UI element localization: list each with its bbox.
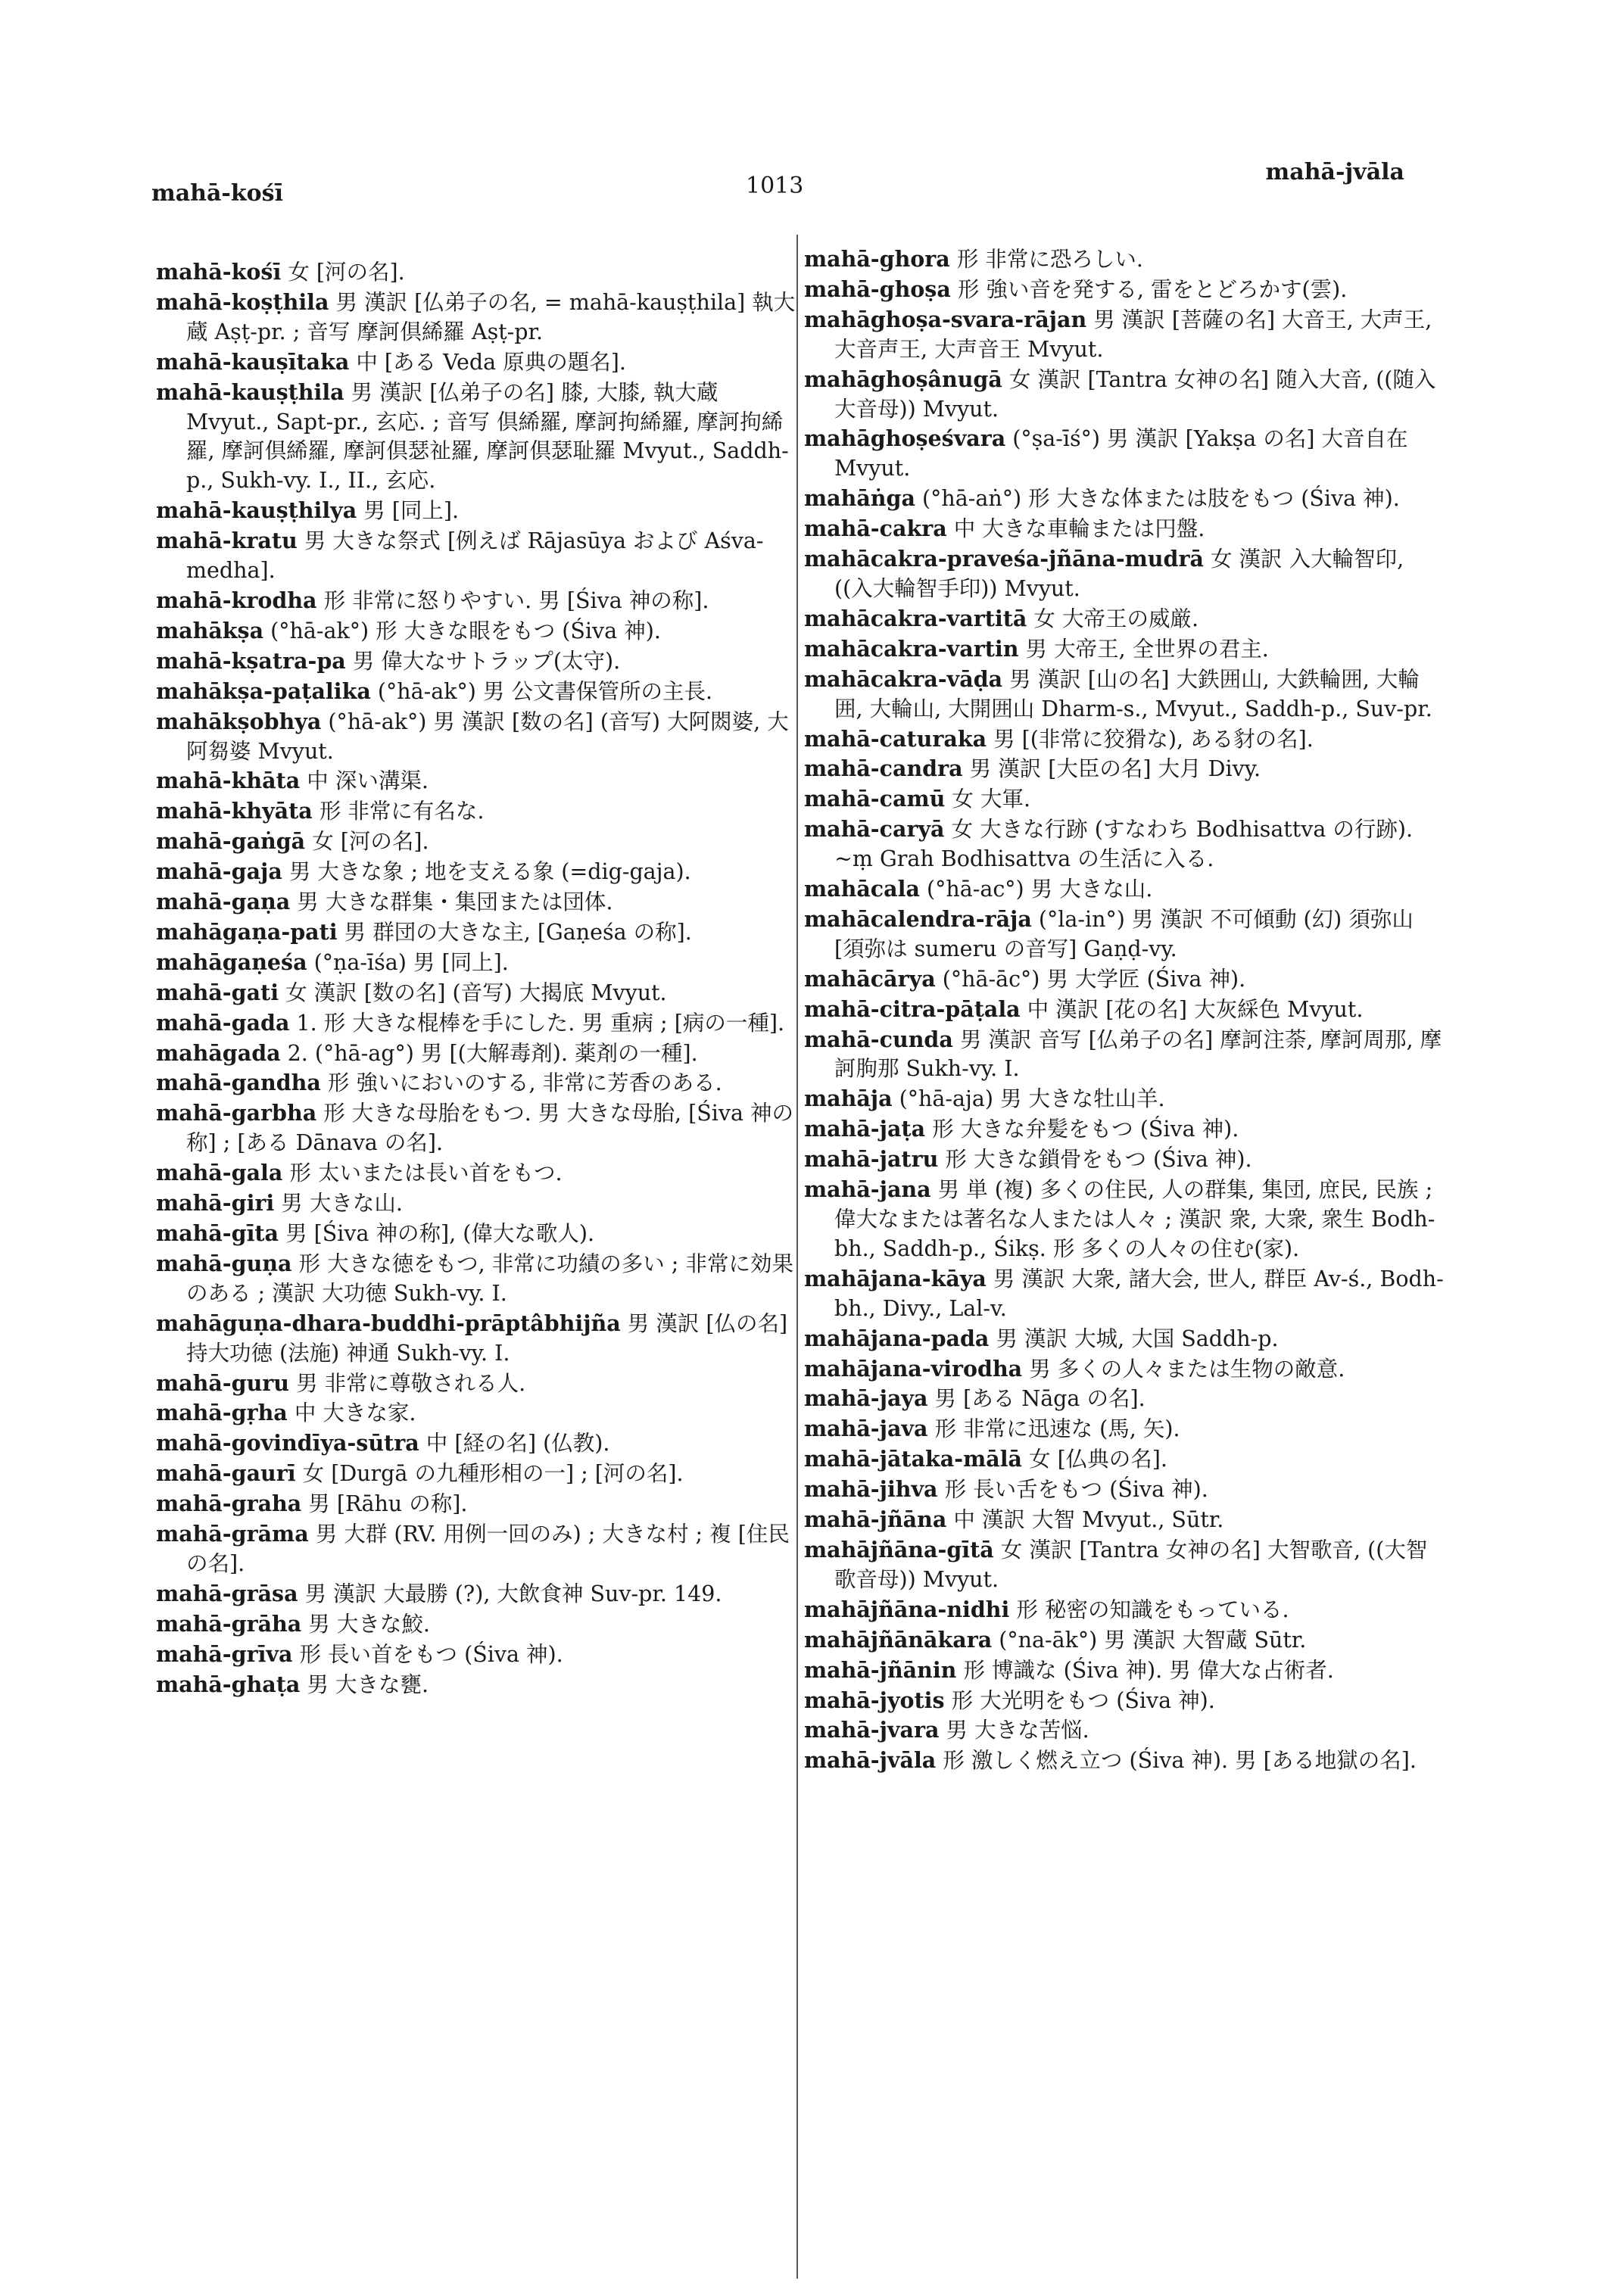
dictionary-entry xyxy=(804,964,1448,995)
page-number: 1013 xyxy=(746,173,804,199)
entry-headword: mahā-kratu xyxy=(156,528,298,554)
entry-definition: 中 大きな車輪または円盤. xyxy=(946,516,1205,542)
dictionary-entry xyxy=(156,857,796,887)
entry-headword: mahā-gaṅgā xyxy=(156,828,306,855)
dictionary-entry xyxy=(156,1428,796,1459)
entry-definition: 形 大きな母胎をもつ. 男 大きな母胎, [Śiva 神の称] ; [ある Dānava の名]. xyxy=(186,1101,793,1156)
entry-definition: 女 漢訳 入大輪智印, ((入大輪智手印)) Mvyut. xyxy=(834,547,1404,601)
column-divider xyxy=(796,235,798,2279)
dictionary-entry xyxy=(156,1579,796,1609)
entry-definition: 中 漢訳 [花の名] 大灰綵色 Mvyut. xyxy=(1020,996,1364,1022)
dictionary-entry xyxy=(804,905,1448,964)
dictionary-entry xyxy=(804,1475,1448,1505)
entry-definition: 形 非常に迅速な (馬, 矢). xyxy=(927,1416,1180,1442)
dictionary-entry xyxy=(804,815,1448,874)
entry-definition: 男 漢訳 大最勝 (?), 大飲食神 Suv-pr. 149. xyxy=(298,1581,722,1606)
entry-definition: 形 大きな鎖骨をもつ (Śiva 神). xyxy=(938,1147,1252,1173)
entry-headword: mahā-gaurī xyxy=(156,1460,296,1487)
entry-headword: mahā-jana xyxy=(804,1176,931,1203)
entry-definition: 男 [同上]. xyxy=(357,498,460,524)
entry-definition: 男 [(非常に狡猾な), ある豺の名]. xyxy=(987,726,1314,752)
entry-headword: mahā-gala xyxy=(156,1160,283,1186)
entry-definition: (°hā-āc°) 男 大学匠 (Śiva 神). xyxy=(935,966,1246,992)
entry-headword: mahā-camū xyxy=(804,786,946,812)
entry-definition: (°hā-aja) 男 大きな牡山羊. xyxy=(892,1086,1165,1112)
dictionary-entry xyxy=(804,245,1448,275)
entry-definition: 形 強いにおいのする, 非常に芳香のある. xyxy=(320,1070,722,1096)
entry-definition: 男 漢訳 [仏の名] 持大功徳 (法施) 神通 Sukh-vy. I. xyxy=(186,1310,788,1366)
entry-definition: 男 多くの人々または生物の敵意. xyxy=(1022,1356,1345,1382)
dictionary-entry xyxy=(156,918,796,948)
dictionary-entry xyxy=(804,1114,1448,1145)
entry-definition: 形 長い舌をもつ (Śiva 神). xyxy=(937,1477,1208,1503)
entry-definition: 1. 形 大きな棍棒を手にした. 男 重病 ; [病の一種]. xyxy=(289,1010,785,1036)
dictionary-entry xyxy=(156,1249,796,1309)
entry-definition: (°ṇa-īśa) 男 [同上]. xyxy=(307,949,509,975)
entry-headword: mahā-jvāla xyxy=(804,1747,937,1774)
dictionary-entry xyxy=(804,874,1448,905)
dictionary-entry xyxy=(156,948,796,978)
dictionary-entry xyxy=(804,724,1448,755)
entry-headword: mahā-candra xyxy=(804,756,963,782)
dictionary-entry xyxy=(804,1535,1448,1595)
entry-headword: mahā-giri xyxy=(156,1190,275,1217)
entry-headword: mahācakra-vāḍa xyxy=(804,665,1003,692)
entry-definition: 男 漢訳 [山の名] 大鉄囲山, 大鉄輪囲, 大輪囲, 大輪山, 大開囲山 Dharm-s., Mvyut., Saddh-p., Suv-pr. xyxy=(834,666,1432,721)
entry-headword: mahā-ghora xyxy=(804,246,950,272)
entry-headword: mahā-cunda xyxy=(804,1026,953,1052)
entry-definition: (°hā-ak°) 男 漢訳 [数の名] (音写) 大阿閦婆, 大阿芻婆 Mvyut. xyxy=(186,709,789,764)
entry-headword: mahājana-virodha xyxy=(804,1355,1023,1382)
entry-definition: 男 [Rāhu の称]. xyxy=(301,1491,468,1517)
entry-headword: mahā-gati xyxy=(156,979,279,1005)
dictionary-entry xyxy=(156,827,796,857)
dictionary-entry xyxy=(804,1145,1448,1175)
entry-definition: 男 漢訳 音写 [仏弟子の名] 摩訶注荼, 摩訶周那, 摩訶朐那 Sukh-vy. I. xyxy=(834,1027,1442,1082)
entry-headword: mahā-garbha xyxy=(156,1100,317,1126)
entry-definition: 男 [Śiva 神の称], (偉大な歌人). xyxy=(279,1221,595,1246)
entry-headword: mahācakra-vartin xyxy=(804,635,1019,662)
entry-definition: 女 漢訳 [Tantra 女神の名] 随入大音, ((随入大音母)) Mvyut. xyxy=(834,366,1436,422)
entry-headword: mahācalendra-rāja xyxy=(804,905,1032,932)
dictionary-entry xyxy=(156,978,796,1008)
dictionary-entry xyxy=(156,1640,796,1670)
entry-headword: mahā-java xyxy=(804,1416,928,1442)
entry-definition: 男 群団の大きな主, [Gaṇeśa の称]. xyxy=(337,919,692,945)
entry-headword: mahā-koṣṭhila xyxy=(156,288,329,315)
dictionary-entry xyxy=(804,665,1448,724)
entry-definition: (°hā-ac°) 男 大きな山. xyxy=(919,877,1153,902)
entry-headword: mahā-jātaka-mālā xyxy=(804,1446,1023,1472)
entry-definition: 形 非常に恐ろしい. xyxy=(949,247,1143,272)
dictionary-entry xyxy=(804,1354,1448,1385)
dictionary-entry xyxy=(156,766,796,796)
entry-headword: mahācala xyxy=(804,876,920,902)
entry-headword: mahā-jatru xyxy=(804,1146,939,1173)
entry-headword: mahā-cakra xyxy=(804,516,947,542)
entry-headword: mahā-kṣatra-pa xyxy=(156,647,346,674)
dictionary-entry xyxy=(156,347,796,378)
entry-headword: mahāguṇa-dhara-buddhi-prāptâbhijña xyxy=(156,1310,621,1336)
entry-headword: mahā-ghoṣa xyxy=(804,276,951,302)
entry-headword: mahā-guru xyxy=(156,1369,290,1396)
entry-headword: mahājñāna-nidhi xyxy=(804,1596,1010,1622)
entry-definition: 男 大きな象 ; 地を支える象 (=dig-gaja). xyxy=(282,859,691,885)
entry-definition: 女 大軍. xyxy=(945,787,1031,812)
entry-definition: 女 大きな行跡 (すなわち Bodhisattva の行跡). ~ṃ Grah Bodhisattva の生活に入る. xyxy=(834,817,1414,872)
entry-definition: 男 漢訳 [仏弟子の名] 膝, 大膝, 執大蔵 Mvyut., Sapt-pr., 玄応. ; 音写 倶絺羅, 摩訶拘絺羅, 摩訶拘絺羅, 摩訶倶絺羅, 摩訶倶瑟祉羅, 摩訶倶瑟耻羅 Mvyut., Saddh-p., Sukh-vy. I., II., 玄応. xyxy=(186,379,789,494)
dictionary-entry xyxy=(804,754,1448,784)
entry-definition: 女 漢訳 [Tantra 女神の名] 大智歌音, ((大智歌音母)) Mvyut. xyxy=(834,1537,1428,1592)
entry-headword: mahā-krodha xyxy=(156,587,317,613)
entry-headword: mahā-khāta xyxy=(156,768,301,794)
entry-definition: 形 非常に怒りやすい. 男 [Śiva 神の称]. xyxy=(316,587,709,613)
entry-definition: 形 秘密の知識をもっている. xyxy=(1009,1597,1289,1622)
entry-headword: mahāṅga xyxy=(804,485,915,512)
dictionary-entry xyxy=(156,646,796,677)
entry-headword: mahā-jihva xyxy=(804,1476,938,1503)
dictionary-entry xyxy=(156,586,796,616)
entry-headword: mahā-grāha xyxy=(156,1610,302,1637)
entry-definition: (°hā-ak°) 男 公文書保管所の主長. xyxy=(370,678,713,704)
entry-definition: (°hā-ak°) 形 大きな眼をもつ (Śiva 神). xyxy=(263,618,661,643)
entry-definition: 男 大きな群集・集団または団体. xyxy=(290,889,613,915)
entry-definition: 形 大きな弁髪をもつ (Śiva 神). xyxy=(925,1117,1239,1142)
dictionary-entry xyxy=(804,1444,1448,1475)
entry-definition: (°hā-aṅ°) 形 大きな体または肢をもつ (Śiva 神). xyxy=(915,486,1400,512)
entry-definition: 男 大帝王, 全世界の君主. xyxy=(1018,636,1269,662)
dictionary-entry xyxy=(804,305,1448,365)
entry-definition: 形 太いまたは長い首をもつ. xyxy=(282,1161,563,1186)
entry-definition: 男 漢訳 [菩薩の名] 大音王, 大声王, 大音声王, 大声音王 Mvyut. xyxy=(834,307,1432,362)
entry-headword: mahācakra-praveśa-jñāna-mudrā xyxy=(804,546,1204,572)
entry-headword: mahājana-kāya xyxy=(804,1265,987,1291)
entry-headword: mahā-gada xyxy=(156,1009,290,1036)
entry-definition: 女 [河の名]. xyxy=(281,260,405,285)
dictionary-entry xyxy=(804,1746,1448,1776)
entry-definition: 形 激しく燃え立つ (Śiva 神). 男 [ある地獄の名]. xyxy=(936,1748,1417,1774)
entry-definition: 女 [河の名]. xyxy=(305,829,429,855)
entry-headword: mahāghoṣeśvara xyxy=(804,425,1006,452)
entry-headword: mahāghoṣa-svara-rājan xyxy=(804,306,1087,332)
entry-definition: 形 長い首をもつ (Śiva 神). xyxy=(292,1641,563,1667)
dictionary-entry xyxy=(804,484,1448,514)
left-column xyxy=(156,257,796,1700)
entry-definition: 2. (°hā-ag°) 男 [(大解毒剤). 薬剤の一種]. xyxy=(280,1040,698,1066)
entry-headword: mahājana-pada xyxy=(804,1325,990,1351)
entry-headword: mahā-grīva xyxy=(156,1640,293,1667)
dictionary-entry xyxy=(156,1398,796,1428)
entry-definition: 中 深い溝渠. xyxy=(300,768,429,794)
entry-definition: 男 大きな山. xyxy=(274,1191,403,1217)
dictionary-entry xyxy=(804,1084,1448,1114)
entry-definition: (°ṣa-īś°) 男 漢訳 [Yakṣa の名] 大音自在 Mvyut. xyxy=(834,426,1408,481)
dictionary-entry xyxy=(156,887,796,918)
entry-definition: 形 大光明をもつ (Śiva 神). xyxy=(944,1687,1215,1713)
entry-definition: 男 単 (複) 多くの住民, 人の群集, 集団, 庶民, 民族 ; 偉大なまたは著名な人または人々 ; 漢訳 衆, 大衆, 衆生 Bodh-bh., Saddh-p., Śikṣ. 形 多くの人々の住む(家). xyxy=(834,1177,1435,1261)
dictionary-entry xyxy=(804,1505,1448,1535)
entry-headword: mahājñāna-gītā xyxy=(804,1536,994,1562)
entry-definition: 中 [ある Veda 原典の題名]. xyxy=(349,349,626,375)
entry-definition: 男 大群 (RV. 用例一回のみ) ; 大きな村 ; 複 [住民の名]. xyxy=(186,1522,790,1576)
entry-headword: mahājñānākara xyxy=(804,1626,993,1653)
entry-definition: 男 漢訳 [大臣の名] 大月 Divy. xyxy=(962,756,1261,782)
dictionary-entry xyxy=(156,677,796,707)
dictionary-entry xyxy=(804,1625,1448,1656)
entry-headword: mahā-govindīya-sūtra xyxy=(156,1430,419,1456)
entry-definition: (°la-in°) 男 漢訳 不可傾動 (幻) 須弥山 [須弥は sumeru の音写] Gaṇḍ-vy. xyxy=(834,906,1414,961)
entry-headword: mahā-jyotis xyxy=(804,1687,945,1713)
entry-headword: mahā-jñānin xyxy=(804,1656,957,1683)
entry-headword: mahāgada xyxy=(156,1039,281,1066)
entry-headword: mahā-khyāta xyxy=(156,798,313,824)
entry-headword: mahāja xyxy=(804,1086,893,1112)
entry-headword: mahā-kośī xyxy=(156,259,282,285)
dictionary-entry xyxy=(156,496,796,526)
entry-headword: mahā-kauṣṭhilya xyxy=(156,497,357,524)
dictionary-entry xyxy=(156,616,796,646)
dictionary-entry xyxy=(156,1609,796,1640)
entry-headword: mahā-gṛha xyxy=(156,1400,288,1426)
dictionary-entry xyxy=(804,544,1448,604)
entry-headword: mahā-jaya xyxy=(804,1385,928,1412)
entry-definition: 形 非常に有名な. xyxy=(312,799,485,824)
dictionary-entry xyxy=(156,257,796,288)
dictionary-entry xyxy=(156,707,796,767)
dictionary-entry xyxy=(156,1008,796,1039)
entry-headword: mahākṣa xyxy=(156,617,264,643)
dictionary-entry xyxy=(804,1595,1448,1625)
dictionary-entry xyxy=(804,995,1448,1025)
dictionary-entry xyxy=(804,1414,1448,1444)
dictionary-entry xyxy=(804,1686,1448,1716)
entry-headword: mahācārya xyxy=(804,965,936,992)
entry-headword: mahāghoṣânugā xyxy=(804,366,1002,392)
entry-definition: 中 [経の名] (仏教). xyxy=(419,1431,610,1456)
entry-headword: mahā-caryā xyxy=(804,816,945,843)
entry-headword: mahā-gaja xyxy=(156,858,282,885)
dictionary-entry xyxy=(804,1324,1448,1354)
dictionary-entry xyxy=(156,1189,796,1219)
entry-definition: 形 大きな徳をもつ, 非常に功績の多い ; 非常に効果のある ; 漢訳 大功徳 Sukh-vy. I. xyxy=(186,1251,793,1306)
entry-definition: 男 漢訳 大衆, 諸大会, 世人, 群臣 Av-ś., Bodh-bh., Divy., Lal-v. xyxy=(834,1266,1444,1321)
entry-definition: (°na-āk°) 男 漢訳 大智蔵 Sūtr. xyxy=(992,1627,1307,1653)
entry-definition: 男 漢訳 大城, 大国 Saddh-p. xyxy=(989,1326,1279,1351)
entry-definition: 女 漢訳 [数の名] (音写) 大揭底 Mvyut. xyxy=(279,980,667,1005)
entry-definition: 形 博識な (Śiva 神). 男 偉大な占術者. xyxy=(956,1657,1334,1683)
entry-definition: 男 非常に尊敬される人. xyxy=(289,1370,526,1396)
entry-definition: 男 大きな苦悩. xyxy=(939,1718,1089,1743)
dictionary-entry xyxy=(156,1519,796,1579)
right-guide-word: mahā-jvāla xyxy=(1265,159,1404,185)
dictionary-entry xyxy=(156,1309,796,1369)
entry-definition: 形 強い音を発する, 雷をとどろかす(雲). xyxy=(950,276,1348,302)
dictionary-entry xyxy=(804,275,1448,305)
entry-headword: mahā-guṇa xyxy=(156,1250,292,1276)
entry-headword: mahā-jvara xyxy=(804,1717,940,1743)
dictionary-entry xyxy=(156,796,796,827)
entry-headword: mahā-caturaka xyxy=(804,725,987,752)
dictionary-entry xyxy=(156,1158,796,1189)
dictionary-entry xyxy=(156,378,796,497)
entry-headword: mahā-jaṭa xyxy=(804,1116,926,1142)
dictionary-entry xyxy=(156,1369,796,1399)
entry-definition: 男 [ある Nāga の名]. xyxy=(927,1386,1146,1412)
entry-definition: 女 [仏典の名]. xyxy=(1022,1447,1167,1472)
entry-headword: mahā-gandha xyxy=(156,1070,321,1096)
dictionary-entry xyxy=(804,514,1448,544)
entry-definition: 女 大帝王の威厳. xyxy=(1027,606,1199,631)
dictionary-entry xyxy=(804,424,1448,484)
entry-definition: 男 大きな甕. xyxy=(300,1671,429,1697)
entry-headword: mahā-graha xyxy=(156,1491,302,1517)
dictionary-entry xyxy=(156,288,796,347)
dictionary-entry xyxy=(804,634,1448,665)
entry-definition: 男 大きな鮫. xyxy=(301,1611,430,1637)
dictionary-entry xyxy=(156,1098,796,1158)
entry-headword: mahā-grāma xyxy=(156,1521,309,1547)
dictionary-entry xyxy=(804,365,1448,425)
dictionary-entry xyxy=(804,784,1448,815)
entry-headword: mahāgaṇeśa xyxy=(156,949,307,975)
entry-headword: mahā-kauṣṭhila xyxy=(156,379,344,405)
entry-headword: mahāgaṇa-pati xyxy=(156,918,338,945)
dictionary-entry xyxy=(156,1489,796,1519)
dictionary-entry xyxy=(156,1670,796,1700)
entry-headword: mahā-gīta xyxy=(156,1220,279,1246)
dictionary-entry xyxy=(156,1219,796,1249)
right-column xyxy=(804,245,1448,1776)
dictionary-entry xyxy=(804,1384,1448,1414)
entry-headword: mahā-grāsa xyxy=(156,1580,298,1606)
entry-definition: 男 偉大なサトラップ(太守). xyxy=(345,648,621,674)
entry-definition: 女 [Durgā の九種形相の一] ; [河の名]. xyxy=(295,1461,684,1487)
dictionary-entry xyxy=(804,1715,1448,1746)
dictionary-entry xyxy=(156,526,796,586)
dictionary-entry xyxy=(156,1039,796,1069)
entry-definition: 男 漢訳 [仏弟子の名, = mahā-kauṣṭhila] 執大蔵 Aṣṭ-pr. ; 音写 摩訶倶絺羅 Aṣṭ-pr. xyxy=(186,289,796,344)
entry-headword: mahā-citra-pāṭala xyxy=(804,995,1021,1022)
dictionary-entry xyxy=(804,1656,1448,1686)
dictionary-entry xyxy=(804,604,1448,634)
left-guide-word: mahā-kośī xyxy=(151,180,283,207)
dictionary-entry xyxy=(804,1025,1448,1085)
entry-definition: 男 大きな祭式 [例えば Rājasūya および Aśva-medha]. xyxy=(186,528,764,584)
dictionary-entry xyxy=(804,1264,1448,1324)
dictionary-entry xyxy=(156,1068,796,1098)
entry-headword: mahā-kauṣītaka xyxy=(156,348,350,375)
entry-headword: mahā-jñāna xyxy=(804,1506,947,1533)
entry-headword: mahākṣobhya xyxy=(156,708,322,734)
entry-headword: mahā-ghaṭa xyxy=(156,1671,301,1697)
entry-headword: mahācakra-vartitā xyxy=(804,605,1027,631)
entry-definition: 中 大きな家. xyxy=(287,1400,416,1426)
entry-headword: mahā-gaṇa xyxy=(156,889,291,915)
entry-definition: 中 漢訳 大智 Mvyut., Sūtr. xyxy=(946,1507,1224,1533)
dictionary-entry xyxy=(804,1175,1448,1264)
entry-headword: mahākṣa-paṭalika xyxy=(156,678,371,704)
dictionary-entry xyxy=(156,1459,796,1489)
